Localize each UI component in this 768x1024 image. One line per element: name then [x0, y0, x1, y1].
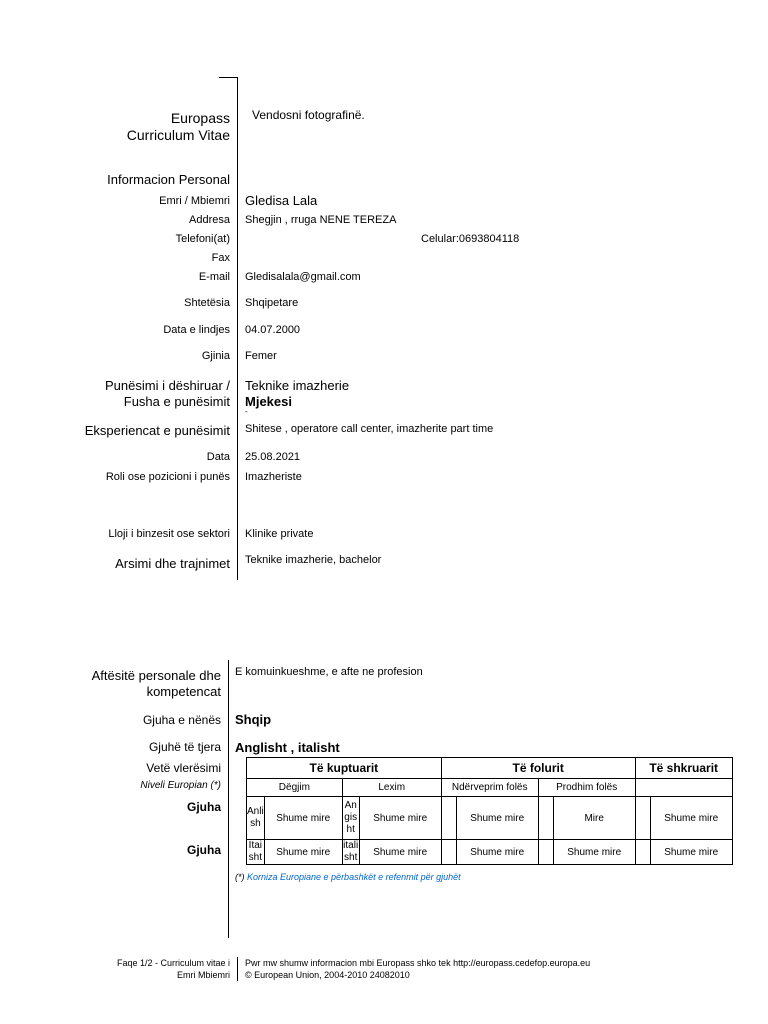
language-label-1: Gjuha [186, 800, 221, 814]
personal-heading: Informacion Personal [107, 172, 230, 187]
desired-label-1: Punësimi i dëshiruar / [105, 378, 230, 393]
skills-value: E komuinkueshme, e afte ne profesion [235, 666, 423, 678]
name-value: Gledisa Lala [245, 193, 318, 208]
date-value: 25.08.2021 [245, 451, 301, 463]
sub-reading: Lexim [342, 779, 441, 797]
language-table [246, 757, 733, 865]
sub-listening: Dëgjim [247, 779, 343, 797]
email-value: Gledisalala@gmail.com [245, 271, 361, 283]
nationality-value: Shqipetare [245, 297, 299, 309]
row1-listen: Shume mire [264, 797, 342, 840]
europass-title: Europass [170, 110, 230, 126]
row1-blank1 [441, 797, 456, 840]
skills-heading-1: Aftësitë personale dhe [91, 668, 221, 683]
experience-heading: Eksperiencat e punësimit [84, 423, 230, 438]
cefr-note[interactable] [235, 872, 461, 882]
row1-produce: Mire [553, 797, 635, 840]
sub-writing-empty [635, 779, 732, 797]
address-label: Addresa [189, 214, 230, 226]
address-value: Shegjin , rruga NENE TEREZA [245, 214, 397, 226]
language-label-2: Gjuha [186, 843, 221, 857]
other-languages-value: Anglisht , italisht [235, 740, 340, 755]
birth-label: Data e lindjes [163, 324, 230, 336]
phone-value: Celular:0693804118 [421, 233, 520, 245]
role-label: Roli ose pozicioni i punës [105, 471, 230, 483]
header-tick [219, 77, 237, 78]
divider-footer [237, 957, 238, 981]
gender-label: Gjinia [201, 350, 230, 362]
desired-value-1: Teknike imazherie [245, 378, 350, 393]
row2-interact: Shume mire [456, 840, 538, 865]
row2-listen: Shume mire [264, 840, 342, 865]
note-link[interactable]: Korniza Europiane e përbashkët e refenmit për gjuhët [247, 872, 461, 882]
row2-code1: Itai sht [247, 840, 265, 865]
email-label: E-mail [198, 271, 230, 283]
cv-title: Curriculum Vitae [126, 127, 230, 143]
row1-interact: Shume mire [456, 797, 538, 840]
group-understanding: Të kuptuarit [247, 758, 442, 779]
other-languages-label: Gjuhë të tjera [148, 740, 221, 754]
phone-label: Telefoni(at) [175, 233, 230, 245]
gender-value: Femer [245, 350, 277, 362]
row1-code1: Anli sh [247, 797, 265, 840]
divider-upper [237, 77, 238, 580]
row2-code2: itali sht [343, 840, 359, 863]
group-speaking: Të folurit [441, 758, 635, 779]
footer-right-1: Pwr mw shumw informacion mbi Europass shko tek http://europass.cedefop.europa.eu [245, 958, 591, 968]
table-row [247, 797, 733, 840]
sub-production: Prodhim folës [538, 779, 635, 797]
row2-blank1 [441, 840, 456, 865]
fax-label: Fax [211, 252, 230, 264]
row2-blank2 [538, 840, 553, 865]
desired-label-2: Fusha e punësimit [123, 394, 230, 409]
footer-left-1: Faqe 1/2 - Curriculum vitae i [116, 958, 230, 968]
group-writing: Të shkruarit [635, 758, 732, 779]
role-value: Imazheriste [245, 471, 302, 483]
mother-tongue-label: Gjuha e nënës [142, 713, 221, 727]
education-heading: Arsimi dhe trajnimet [115, 556, 230, 571]
row1-write: Shume mire [650, 797, 732, 840]
row1-blank3 [635, 797, 650, 840]
desired-value-2: Mjekesi [245, 394, 292, 409]
row2-produce: Shume mire [553, 840, 635, 865]
desired-dash: - [245, 407, 248, 416]
name-label: Emri / Mbiemri [159, 195, 230, 207]
nationality-label: Shtetësia [184, 297, 230, 309]
birth-value: 04.07.2000 [245, 324, 301, 336]
sector-value: Klinike private [245, 528, 314, 540]
footer-right-2: © European Union, 2004-2010 24082010 [245, 970, 410, 980]
skills-heading-2: kompetencat [146, 684, 221, 699]
divider-lower [228, 660, 229, 938]
row2-write: Shume mire [650, 840, 732, 865]
row1-blank2 [538, 797, 553, 840]
photo-placeholder: Vendosni fotografinë. [252, 108, 365, 122]
education-value: Teknike imazherie, bachelor [245, 554, 382, 566]
note-prefix: (*) [235, 872, 247, 882]
european-level-label: Niveli Europian (*) [140, 780, 221, 791]
row1-code2: An gis ht [342, 797, 359, 840]
row2-read: Shume mire [359, 840, 441, 865]
date-label: Data [206, 451, 230, 463]
self-assessment-label: Vetë vlerësimi [146, 761, 221, 775]
footer-left-2: Emri Mbiemri [177, 970, 230, 980]
row2-blank3 [635, 840, 650, 865]
table-row [247, 840, 733, 865]
experience-summary: Shitese , operatore call center, imazherite part time [245, 423, 494, 435]
sub-interaction: Ndërveprim folës [441, 779, 538, 797]
sector-label: Lloji i binzesit ose sektori [108, 528, 230, 540]
row1-read: Shume mire [359, 797, 441, 840]
mother-tongue-value: Shqip [235, 712, 272, 727]
